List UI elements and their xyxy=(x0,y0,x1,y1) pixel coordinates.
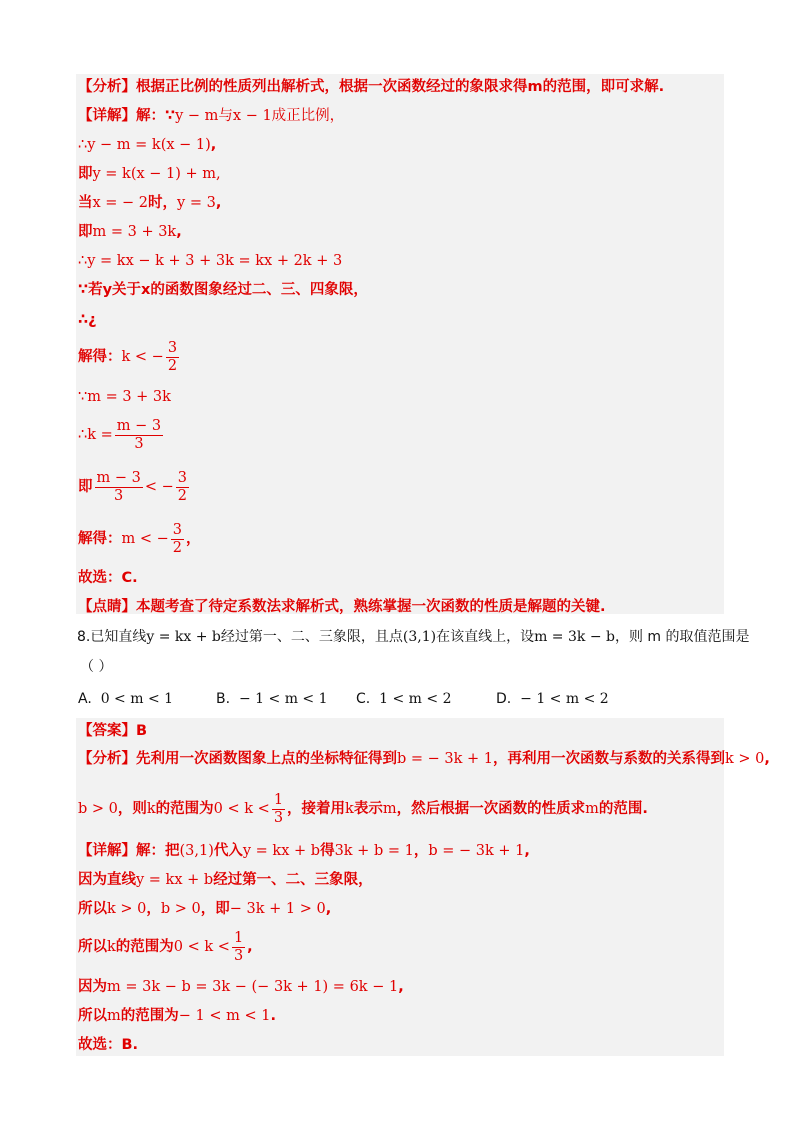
q7-step-2: 即y = k(x − 1) + m, xyxy=(78,166,221,182)
q7-detail-intro: 【详解】解：∵y − m与x − 1成正比例， xyxy=(78,108,345,124)
q7-step-1: ∴y − m = k(x − 1), xyxy=(78,137,217,153)
q7-step-5: ∴y = kx − k + 3 + 3k = kx + 2k + 3 xyxy=(78,253,343,269)
q8-detail-line-6: 所以m的范围为− 1 < m < 1. xyxy=(78,1008,276,1024)
fraction: $\frac{1}{3}$ xyxy=(233,930,244,964)
q8-answer: 【答案】B xyxy=(78,723,148,739)
q7-step-9: ∵m = 3 + 3k xyxy=(78,389,171,405)
q8-option-d: D. − 1 < m < 2 xyxy=(496,691,609,707)
fraction: $\frac{3}{2}$ xyxy=(177,470,187,504)
q7-step-4: 即m = 3 + 3k, xyxy=(78,224,182,240)
q7-analysis: 【分析】根据正比例的性质列出解析式，根据一次函数经过的象限求得m的范围，即可求解. xyxy=(78,79,665,95)
fraction: $\frac{m - 3}{3}$ xyxy=(96,470,141,504)
q7-step-7: ∴¿ xyxy=(78,312,97,328)
q7-step-6: ∵若y关于x的函数图象经过二、三、四象限， xyxy=(78,282,368,298)
q7-choice: 故选：C. xyxy=(78,570,138,586)
q7-step-12: 解得：m < − $\frac{3}{2}$ ， xyxy=(78,522,201,556)
q8-detail-line-3: 所以k > 0，b > 0，即− 3k + 1 > 0, xyxy=(78,901,332,917)
fraction: $\frac{3}{2}$ xyxy=(172,522,183,556)
q7-step-3: 当x = − 2时，y = 3, xyxy=(78,195,222,211)
q8-choice: 故选：B. xyxy=(78,1037,139,1053)
q8-analysis-line-2: b > 0，则k的范围为0 < k < $\frac{1}{3}$ ，接着用k表示m，然后根据一次函数的性质求m的范围. xyxy=(78,792,648,826)
q7-comment: 【点睛】本题考查了待定系数法求解析式，熟练掌握一次函数的性质是解题的关键. xyxy=(78,599,606,615)
q8-stem: 8.已知直线y = kx + b经过第一、二、三象限，且点(3,1)在该直线上，设m = 3k − b，则 m 的取值范围是 xyxy=(77,629,750,645)
q8-stem-paren: （ ） xyxy=(80,659,113,675)
q8-detail-line-2: 因为直线y = kx + b经过第一、二、三象限， xyxy=(78,872,373,888)
fraction: $\frac{3}{2}$ xyxy=(167,340,178,374)
q8-analysis-line-1: 【分析】先利用一次函数图象上点的坐标特征得到b = − 3k + 1，再利用一次函数与系数的关系得到k > 0, xyxy=(78,751,770,767)
q8-detail-line-4: 所以k的范围为0 < k < $\frac{1}{3}$ , xyxy=(78,930,253,964)
q8-detail-line-5: 因为m = 3k − b = 3k − (− 3k + 1) = 6k − 1, xyxy=(78,979,404,995)
q8-option-c: C. 1 < m < 2 xyxy=(356,691,452,707)
q7-step-11: 即 $\frac{m - 3}{3}$ < − $\frac{3}{2}$ xyxy=(78,470,187,504)
fraction: $\frac{1}{3}$ xyxy=(273,792,284,826)
q7-step-8: 解得：k < − $\frac{3}{2}$ xyxy=(78,340,178,374)
q8-option-b: B. − 1 < m < 1 xyxy=(216,691,328,707)
q8-option-a: A. 0 < m < 1 xyxy=(78,691,174,707)
q7-step-10: ∴k = $\frac{m - 3}{3}$ xyxy=(78,418,162,452)
fraction: $\frac{m - 3}{3}$ xyxy=(116,418,162,452)
q8-detail-line-1: 【详解】解：把(3,1)代入y = kx + b得3k + b = 1，b = − 3k + 1, xyxy=(78,843,530,859)
